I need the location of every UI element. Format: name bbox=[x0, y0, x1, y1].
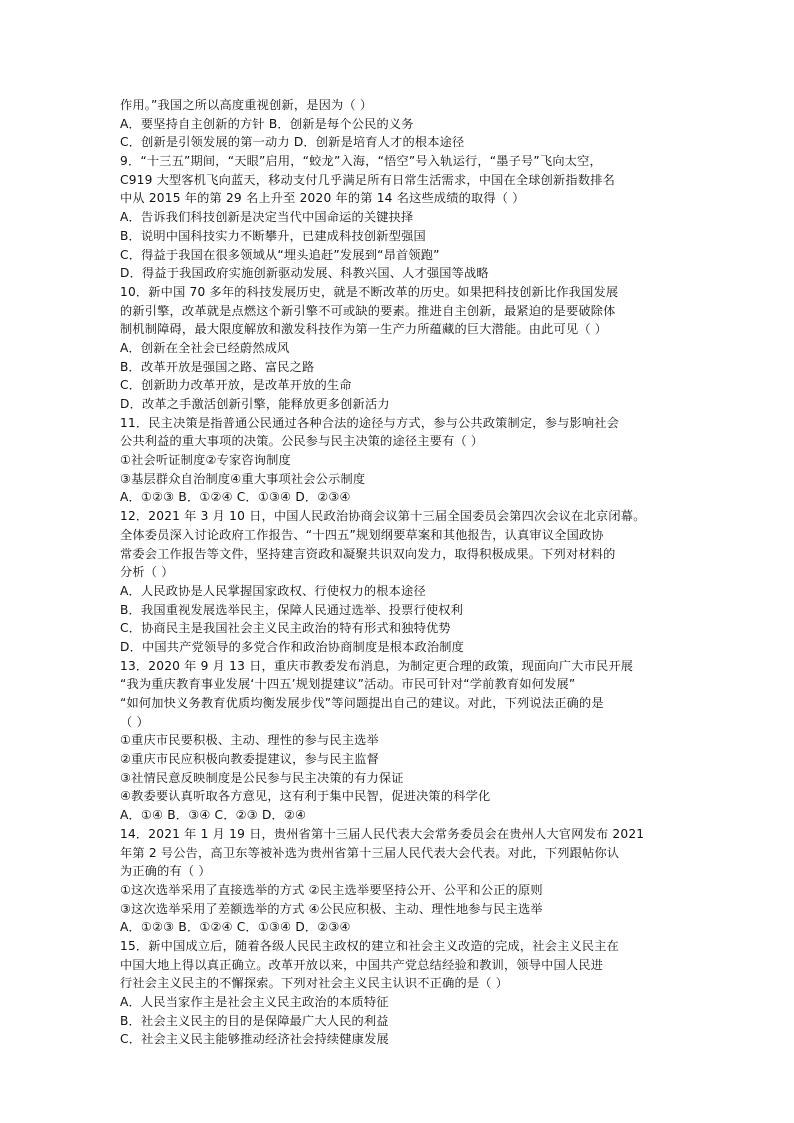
answer-options-line: B．改革开放是强国之路、富民之路 bbox=[120, 359, 315, 374]
exam-page bbox=[120, 96, 680, 1049]
question-text-line: 常委会工作报告等文件，坚持建言资政和凝聚共识双向发力，取得积极成果。下列对材料的 bbox=[120, 546, 616, 561]
answer-options-line: D．改革之手激活创新引擎，能释放更多创新活力 bbox=[120, 397, 390, 411]
answer-options-line: A．创新在全社会已经蔚然成风 bbox=[120, 340, 290, 355]
question-text-line: （ ） bbox=[120, 714, 149, 729]
statement-line: ②重庆市民应积极向教委提建议，参与民主监督 bbox=[120, 752, 379, 767]
question-text-line: 10．新中国 70 多年的科技发展历史，就是不断改革的历史。如果把科技创新比作我国发展 bbox=[120, 284, 619, 299]
answer-options-line: A．①②③ B．①②④ C．①③④ D．②③④ bbox=[120, 920, 351, 935]
question-text-line: 作用。”我国之所以高度重视创新，是因为（ ） bbox=[120, 98, 373, 112]
answer-options-line: C．社会主义民主能够推动经济社会持续健康发展 bbox=[120, 1032, 389, 1047]
question-text-line: 为正确的有（ ） bbox=[120, 864, 211, 879]
statement-line: ③这次选举采用了差额选举的方式 ④公民应积极、主动、理性地参与民主选举 bbox=[120, 901, 543, 916]
answer-options-line: C．创新助力改革开放，是改革开放的生命 bbox=[120, 378, 352, 393]
answer-options-line: D．得益于我国政府实施创新驱动发展、科教兴国、人才强国等战略 bbox=[120, 266, 489, 281]
question-text-line: 15．新中国成立后，随着各级人民民主政权的建立和社会主义改造的完成，社会主义民主在 bbox=[120, 938, 620, 953]
question-text-line: 的新引擎，改革就是点燃这个新引擎不可或缺的要素。推进自主创新，最紧迫的是要破除体 bbox=[120, 303, 616, 318]
answer-options-line: C．协商民主是我国社会主义民主政治的特有形式和独特优势 bbox=[120, 621, 451, 636]
statement-line: ④教委要认真听取各方意见，这有利于集中民智，促进决策的科学化 bbox=[120, 789, 491, 804]
question-text-line: “如何加快义务教育优质均衡发展步伐”等问题提出自己的建议。对此，下列说法正确的是 bbox=[120, 696, 604, 710]
question-text-line: 行社会主义民主的不懈探索。下列对社会主义民主认识不正确的是（ ） bbox=[120, 976, 509, 991]
question-text-line: 全体委员深入讨论政府工作报告、“十四五”规划纲要草案和其他报告，认真审议全国政协 bbox=[120, 527, 604, 542]
statement-line: ③社情民意反映制度是公民参与民主决策的有力保证 bbox=[120, 770, 404, 785]
question-text-line: 中从 2015 年的第 29 名上升至 2020 年的第 14 名这些成绩的取得（ ） bbox=[120, 191, 525, 206]
answer-options-line: B．社会主义民主的目的是保障最广大人民的利益 bbox=[120, 1013, 389, 1028]
question-text-line: 分析（ ） bbox=[120, 565, 174, 580]
answer-options-line: C．创新是引领发展的第一动力 D．创新是培育人才的根本途径 bbox=[120, 135, 465, 150]
statement-line: ①这次选举采用了直接选举的方式 ②民主选举要坚持公开、公平和公正的原则 bbox=[120, 882, 543, 897]
statement-line: ①社会听证制度②专家咨询制度 bbox=[120, 453, 291, 468]
answer-options-line: A．要坚持自主创新的方针 B．创新是每个公民的义务 bbox=[120, 116, 414, 131]
question-text-line: 12．2021 年 3 月 10 日，中国人民政治协商会议第十三届全国委员会第四次会议在北京闭幕。 bbox=[120, 509, 646, 524]
answer-options-line: A．①④ B．③④ C．②③ D．②④ bbox=[120, 808, 307, 823]
answer-options-line: B．我国重视发展选举民主，保障人民通过选举、投票行使权利 bbox=[120, 602, 464, 617]
answer-options-line: A．人民当家作主是社会主义民主政治的本质特征 bbox=[120, 995, 389, 1009]
question-text-line: C919 大型客机飞向蓝天，移动支付几乎满足所有日常生活需求，中国在全球创新指数排名 bbox=[120, 172, 615, 187]
question-text-line: 14．2021 年 1 月 19 日，贵州省第十三届人民代表大会常务委员会在贵州人大官网发布 2021 bbox=[120, 826, 645, 841]
answer-options-line: A．①②③ B．①②④ C．①③④ D．②③④ bbox=[120, 490, 351, 505]
question-text-line: 制机制障碍，最大限度解放和激发科技作为第一生产力所蕴藏的巨大潜能。由此可见（ ） bbox=[120, 322, 608, 337]
answer-options-line: A．人民政协是人民掌握国家政权、行使权力的根本途径 bbox=[120, 583, 426, 598]
statement-line: ③基层群众自治制度④重大事项社会公示制度 bbox=[120, 471, 366, 486]
answer-options-line: A．告诉我们科技创新是决定当代中国命运的关键抉择 bbox=[120, 210, 414, 225]
answer-options-line: C．得益于我国在很多领域从“埋头追赶”发展到“昂首领跑” bbox=[120, 247, 440, 262]
question-text-line: 中国大地上得以真正确立。改革开放以来，中国共产党总结经验和教训，领导中国人民进 bbox=[120, 957, 604, 972]
question-text-line: 11．民主决策是指普通公民通过各种合法的途径与方式，参与公共政策制定，参与影响社会 bbox=[120, 415, 620, 430]
question-text-line: “我为重庆教育事业发展‘十四五’规划提建议”活动。市民可针对“学前教育如何发展” bbox=[120, 677, 576, 692]
question-text-line: 年第 2 号公告，高卫东等被补选为贵州省第十三届人民代表大会代表。对此，下列跟帖你认 bbox=[120, 845, 620, 860]
answer-options-line: D．中国共产党领导的多党合作和政治协商制度是根本政治制度 bbox=[120, 639, 465, 654]
answer-options-line: B．说明中国科技实力不断攀升，已建成科技创新型强国 bbox=[120, 228, 426, 243]
statement-line: ①重庆市民要积极、主动、理性的参与民主选举 bbox=[120, 733, 379, 748]
question-text-line: 13．2020 年 9 月 13 日，重庆市教委发布消息，为制定更合理的政策，现面向广大市民开展 bbox=[120, 658, 634, 673]
question-text-line: 9．“十三五”期间，“天眼”启用，“蛟龙”入海，“悟空”号入轨运行，“墨子号”飞向太空， bbox=[120, 154, 602, 169]
question-text-line: 公共利益的重大事项的决策。公民参与民主决策的途径主要有（ ） bbox=[120, 434, 484, 449]
